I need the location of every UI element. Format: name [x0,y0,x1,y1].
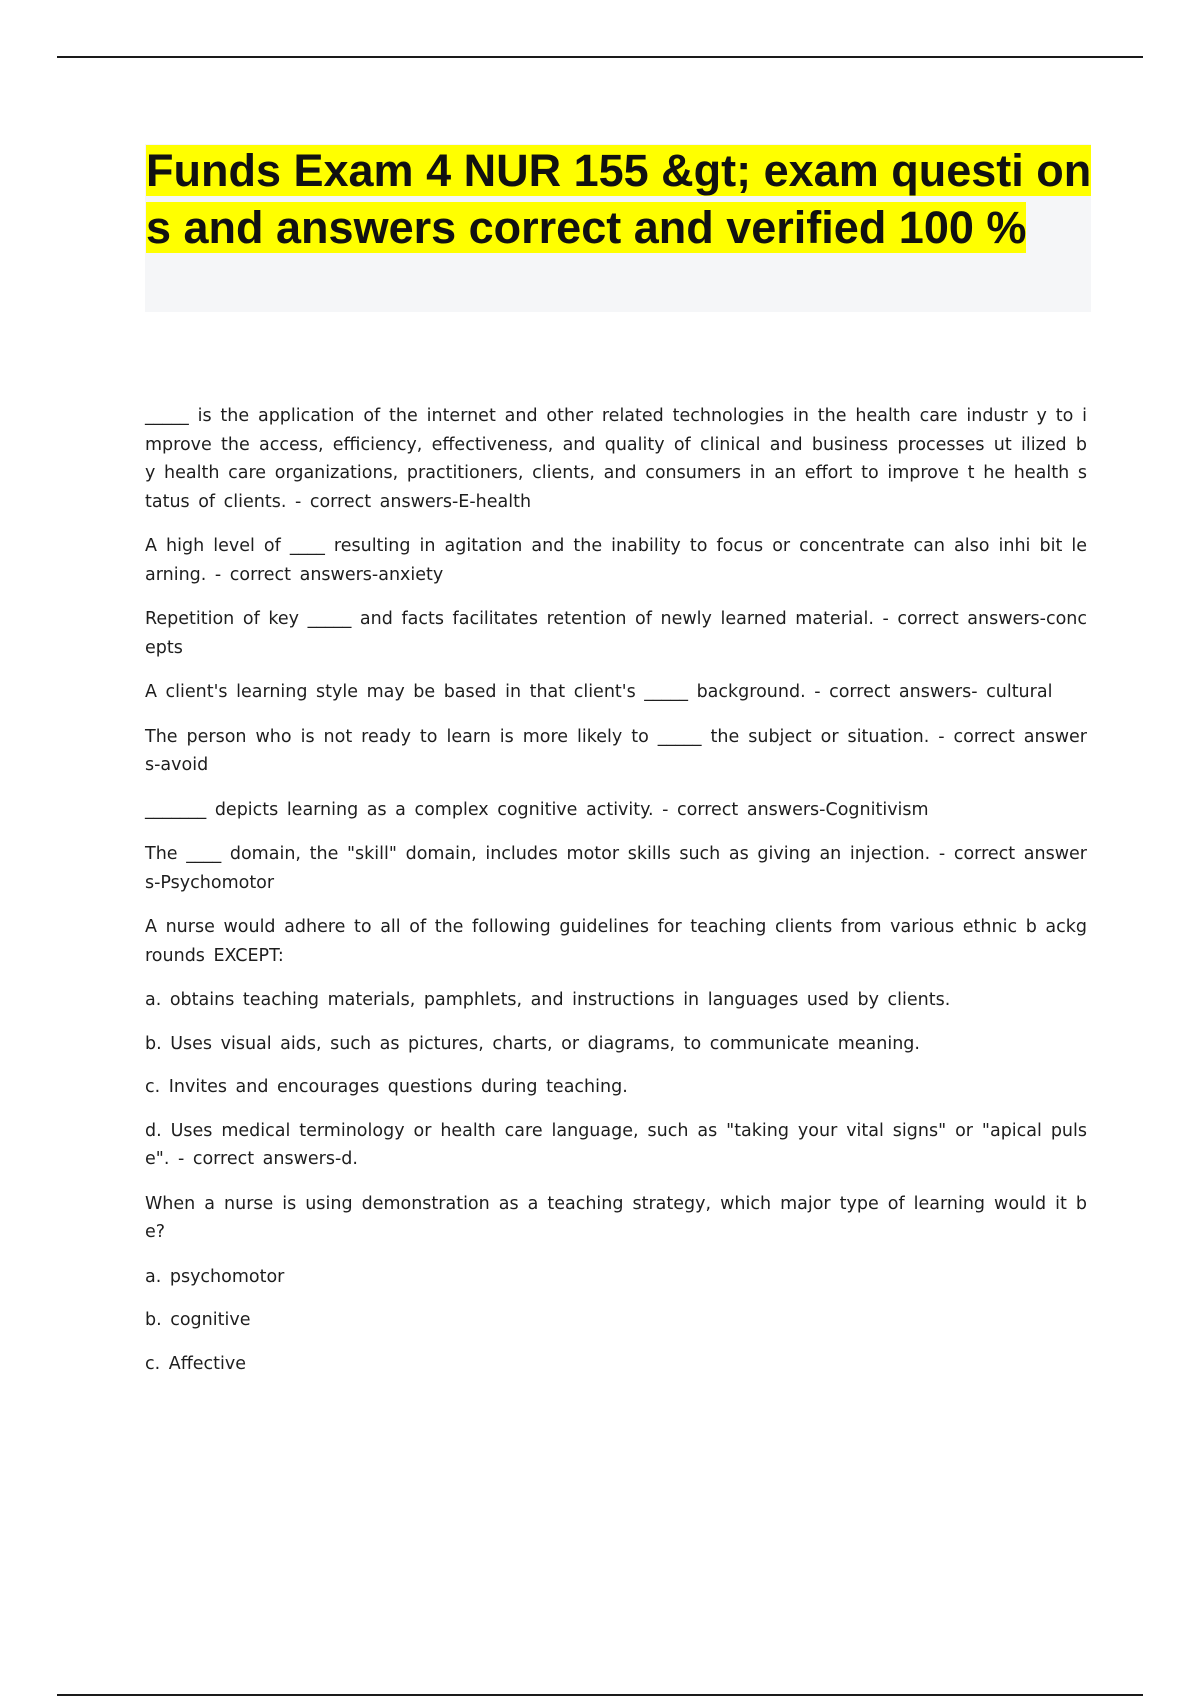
document-title-text: Funds Exam 4 NUR 155 &gt; exam questi ons and answers correct and verified 100 % [146,145,1092,253]
paragraph-psychomotor: The ____ domain, the "skill" domain, includes motor skills such as giving an injection. - correct answers-Psychomotor [145,844,1087,893]
paragraph-ehealth: _____ is the application of the internet and other related technologies in the health care industr y to improve the access, efficiency, effectiveness, and quality of clinical and business processes ut ilized by health care organizations, practitioners, clients, and consumers in an effort to improve t he health status of clients. - correct answers-E-health [145,406,1087,512]
paragraph-anxiety: A high level of ____ resulting in agitation and the inability to focus or concentrate can also inhi bit learning. - correct answers-anxiety [145,536,1087,585]
paragraph-concepts: Repetition of key _____ and facts facilitates retention of newly learned material. - correct answers-concepts [145,609,1087,658]
option-a-psychomotor: a. psychomotor [145,1266,285,1287]
option-b: b. Uses visual aids, such as pictures, charts, or diagrams, to communicate meaning. [145,1033,920,1054]
header-rule [57,56,1143,58]
document-title [146,142,1092,256]
option-a: a. obtains teaching materials, pamphlets, and instructions in languages used by clients. [145,990,951,1010]
option-c-affective: c. Affective [145,1353,247,1374]
paragraph-cultural: A client's learning style may be based in that client's _____ background. - correct answers- cultural [145,682,1053,702]
paragraph-question-demonstration: When a nurse is using demonstration as a teaching strategy, which major type of learning would it be? [145,1193,1087,1242]
document-body [145,402,1087,1393]
paragraph-question-ethnic: A nurse would adhere to all of the following guidelines for teaching clients from various ethnic b ackgrounds EXCEPT: [145,917,1087,966]
footer-rule [57,1694,1143,1696]
paragraph-avoid: The person who is not ready to learn is more likely to _____ the subject or situation. - correct answers-avoid [145,726,1087,775]
option-c: c. Invites and encourages questions during teaching. [145,1077,628,1097]
option-b-cognitive: b. cognitive [145,1310,251,1330]
option-d: d. Uses medical terminology or health care language, such as "taking your vital signs" or "apical pulse". - correct answers-d. [145,1120,1087,1169]
paragraph-cognitivism: _______ depicts learning as a complex cognitive activity. - correct answers-Cognitivism [145,799,929,820]
